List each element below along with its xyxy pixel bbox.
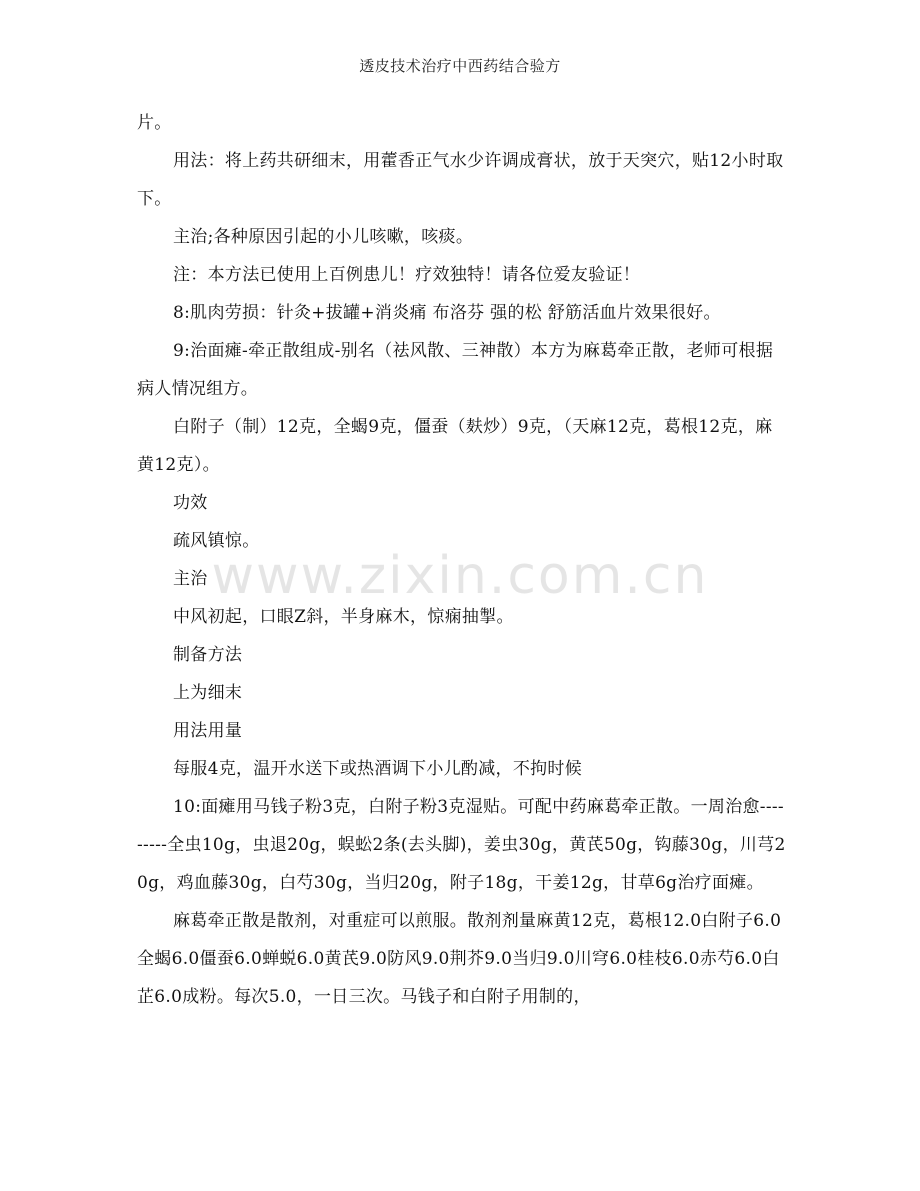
watermark-text: www.zixin.com.cn — [211, 546, 709, 606]
document-body — [137, 104, 787, 1016]
paragraph-item-10: 10:面瘫用马钱子粉3克，白附子粉3克湿贴。可配中药麻葛牵正散。一周治愈---------全虫10g，虫退20g，蜈蚣2条(去头脚)，姜虫30g，黄芪50g，钩藤30g，川芎20g，鸡血藤30g，白芍30g，当归20g，附子18g，干姜12g，甘草6g治疗面瘫。 — [137, 797, 786, 893]
paragraph-dosage: 每服4克，温开水送下或热酒调下小儿酌减，不拘时候 — [173, 759, 583, 779]
paragraph-indication-detail: 中风初起，口眼Z斜，半身麻木，惊痫抽掣。 — [173, 607, 514, 627]
section-heading-efficacy: 功效 — [173, 493, 208, 513]
section-heading-dosage: 用法用量 — [173, 721, 243, 741]
paragraph-powder-formula: 麻葛牵正散是散剂，对重症可以煎服。散剂剂量麻黄12克，葛根12.0白附子6.0全蝎6.0僵蚕6.0蝉蜕6.0黄芪9.0防风9.0荆芥9.0当归9.0川穹6.0桂枝6.0赤芍6.0白芷6.0成粉。每次5.0，一日三次。马钱子和白附子用制的， — [137, 911, 782, 1007]
paragraph-ingredients: 白附子（制）12克，全蝎9克，僵蚕（麸炒）9克，（天麻12克，葛根12克，麻黄12克）。 — [137, 417, 773, 475]
section-heading-indication: 主治 — [173, 569, 208, 589]
paragraph-efficacy: 疏风镇惊。 — [173, 531, 260, 551]
paragraph-item-8: 8:肌肉劳损：针灸+拔罐+消炎痛 布洛芬 强的松 舒筋活血片效果很好。 — [173, 303, 721, 323]
paragraph-indication: 主治;各种原因引起的小儿咳嗽，咳痰。 — [173, 227, 474, 247]
paragraph-preparation: 上为细末 — [173, 683, 243, 703]
paragraph-usage: 用法：将上药共研细末，用藿香正气水少许调成膏状，放于天突穴，贴12小时取下。 — [137, 151, 784, 209]
section-heading-preparation: 制备方法 — [173, 645, 243, 665]
paragraph-item-9: 9:治面瘫-牵正散组成-别名（祛风散、三神散）本方为麻葛牵正散，老师可根据病人情况组方。 — [137, 341, 774, 399]
page-header-title: 透皮技术治疗中西药结合验方 — [359, 57, 561, 75]
paragraph-note: 注：本方法已使用上百例患儿！疗效独特！请各位爱友验证！ — [173, 265, 641, 285]
paragraph: 片。 — [137, 113, 172, 133]
